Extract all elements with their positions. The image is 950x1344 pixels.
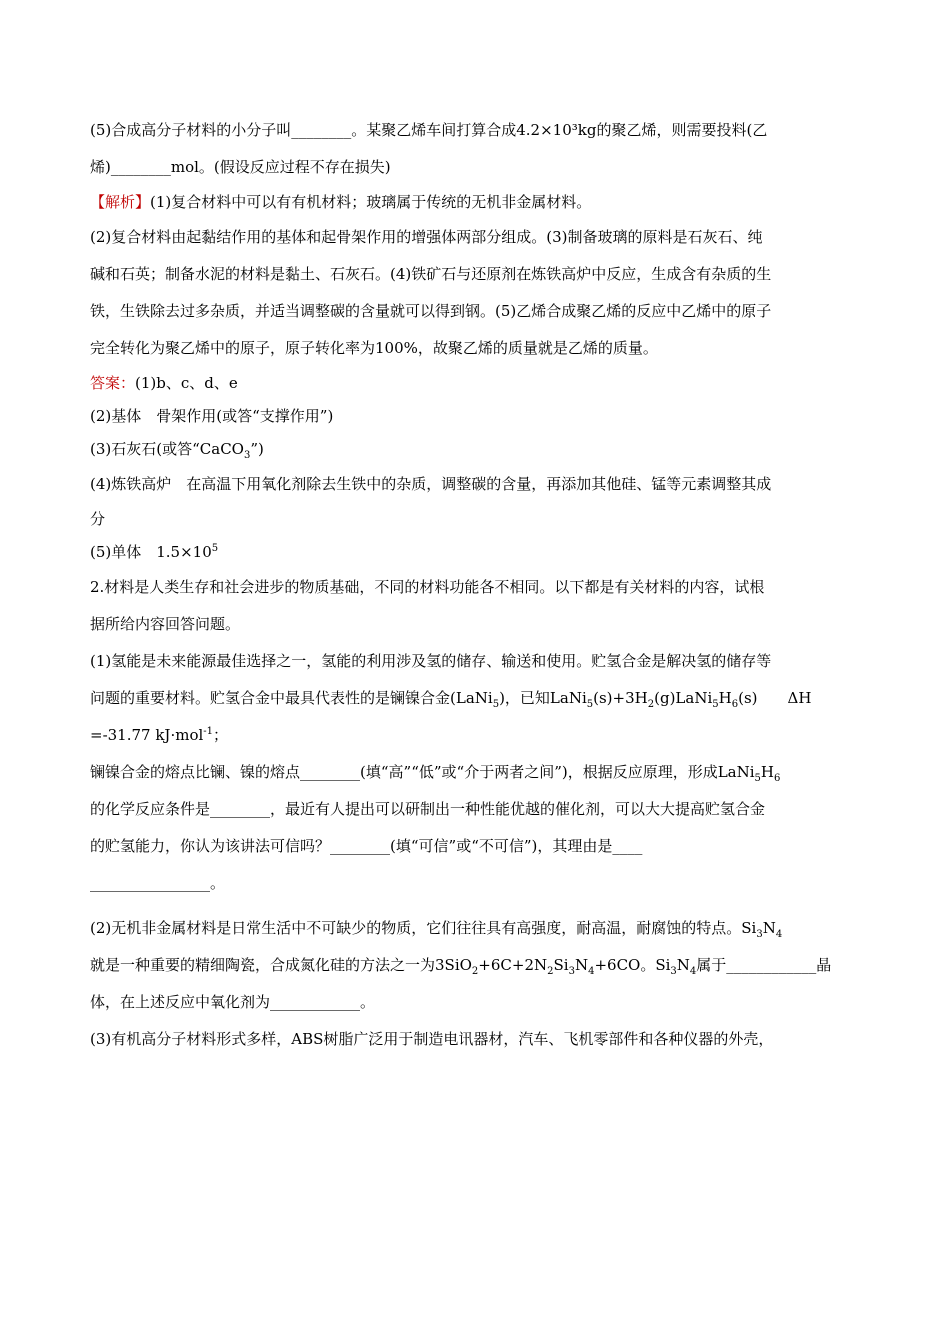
- text: 体，在上述反应中氧化剂为____________。: [90, 993, 376, 1011]
- q2-p2-line1: [90, 910, 862, 947]
- text: 完全转化为聚乙烯中的原子，原子转化率为100%，故聚乙烯的质量就是乙烯的质量。: [90, 339, 658, 357]
- q2-line1: [90, 569, 862, 606]
- answer-line4b: [90, 503, 862, 536]
- q1-part5-line2: [90, 149, 862, 186]
- text: 的化学反应条件是________，最近有人提出可以研制出一种性能优越的催化剂，可以大大提高贮氢合金: [90, 800, 766, 818]
- q2-p1-line6: [90, 828, 862, 865]
- text: N: [762, 919, 776, 937]
- text: (3)石灰石(或答“CaCO: [90, 440, 244, 458]
- superscript: 5: [211, 543, 219, 554]
- subscript: 3: [243, 450, 251, 461]
- text: 铁，生铁除去过多杂质，并适当调整碳的含量就可以得到钢。(5)乙烯合成聚乙烯的反应中乙烯中的原子: [90, 302, 772, 320]
- q1-part5-line1: [90, 112, 862, 149]
- answer-line5: [90, 536, 862, 569]
- text: (s)+3H: [593, 689, 648, 707]
- q2-p1-line4: [90, 754, 862, 791]
- text: +6CO。Si: [594, 956, 671, 974]
- subscript: 2: [471, 966, 479, 977]
- subscript: 2: [647, 699, 655, 710]
- text: 碱和石英；制备水泥的材料是黏土、石灰石。(4)铁矿石与还原剂在炼铁高炉中反应，生成含有杂质的生: [90, 265, 772, 283]
- analysis-line3: [90, 256, 862, 293]
- text: (2)无机非金属材料是日常生活中不可缺少的物质，它们往往具有高强度，耐高温，耐腐蚀的特点。Si: [90, 919, 757, 937]
- analysis-tag: 【解析】: [90, 193, 151, 211]
- q2-line2: [90, 606, 862, 643]
- text: (5)合成高分子材料的小分子叫________。某聚乙烯车间打算合成4.2×10³kg的聚乙烯，则需要投料(乙: [90, 121, 768, 139]
- subscript: 6: [731, 699, 739, 710]
- subscript: 5: [586, 699, 594, 710]
- text: (1)复合材料中可以有有机材料；玻璃属于传统的无机非金属材料。: [150, 193, 592, 211]
- subscript: 3: [568, 966, 575, 977]
- subscript: 5: [754, 773, 761, 784]
- analysis-line2: [90, 219, 862, 256]
- text: 2.材料是人类生存和社会进步的物质基础，不同的材料功能各不相同。以下都是有关材料的内容，试根: [90, 578, 765, 596]
- document-page: [90, 112, 862, 1058]
- text: )，已知LaNi: [499, 689, 587, 707]
- answer-line1: [90, 367, 862, 400]
- q2-p1-line5: [90, 791, 862, 828]
- answer-line3: [90, 433, 862, 466]
- subscript: 5: [492, 699, 500, 710]
- q2-p1-line3: [90, 717, 862, 754]
- text: N: [676, 956, 690, 974]
- analysis-line5: [90, 330, 862, 367]
- blank-fill: ____: [612, 837, 643, 855]
- q2-p2-line2: [90, 947, 862, 984]
- text: 的贮氢能力，你认为该讲法可信吗？________(填“可信”或“不可信”)，其理由是: [90, 837, 613, 855]
- text: 就是一种重要的精细陶瓷，合成氮化硅的方法之一为3SiO: [90, 956, 472, 974]
- text: (4)炼铁高炉 在高温下用氧化剂除去生铁中的杂质，调整碳的含量，再添加其他硅、锰等元素调整其成: [90, 475, 772, 493]
- text: (1)氢能是未来能源最佳选择之一，氢能的利用涉及氢的储存、输送和使用。贮氢合金是解决氢的储存等: [90, 652, 772, 670]
- text: 问题的重要材料。贮氢合金中最具代表性的是镧镍合金(LaNi: [90, 689, 493, 707]
- subscript: 4: [689, 966, 697, 977]
- q2-p1-line1: [90, 643, 862, 680]
- text: 据所给内容回答问题。: [90, 615, 241, 633]
- text: =-31.77 kJ·mol: [90, 726, 204, 744]
- answer-line2: [90, 400, 862, 433]
- text: (s) ΔH: [738, 689, 812, 707]
- text: N: [574, 956, 589, 974]
- subscript: 6: [774, 773, 781, 784]
- q2-p1-line2: [90, 680, 862, 717]
- subscript: 2: [547, 966, 554, 977]
- text: H: [718, 689, 732, 707]
- text: H: [760, 763, 775, 781]
- text: ；: [213, 726, 229, 744]
- text: (5)单体 1.5×10: [90, 543, 212, 561]
- answer-line4: [90, 466, 862, 503]
- subscript: 3: [756, 929, 763, 940]
- q2-p1-line7: [90, 865, 862, 902]
- subscript: 4: [588, 966, 595, 977]
- q2-p2-line3: [90, 984, 862, 1021]
- text: 分: [90, 510, 106, 528]
- subscript: 3: [670, 966, 677, 977]
- subscript: 5: [712, 699, 719, 710]
- text: ”): [250, 440, 264, 458]
- text: 镧镍合金的熔点比镧、镍的熔点________(填“高”“低”或“介于两者之间”)，根据反应原理，形成LaNi: [90, 763, 755, 781]
- text: (2)基体 骨架作用(或答“支撑作用”): [90, 407, 334, 425]
- answer-tag: 答案：: [90, 374, 136, 392]
- subscript: 4: [775, 929, 783, 940]
- text: 烯)________mol。(假设反应过程不存在损失): [90, 158, 391, 176]
- text: (1)b、c、d、e: [135, 374, 238, 392]
- text: (2)复合材料由起黏结作用的基体和起骨架作用的增强体两部分组成。(3)制备玻璃的原料是石灰石、纯: [90, 228, 763, 246]
- text: 属于____________晶: [696, 956, 832, 974]
- text: +6C+2N: [478, 956, 548, 974]
- analysis-line1: [90, 186, 862, 219]
- analysis-line4: [90, 293, 862, 330]
- text: (g)LaNi: [654, 689, 713, 707]
- text: Si: [553, 956, 569, 974]
- text: ________________。: [90, 874, 226, 892]
- superscript: -1: [203, 726, 214, 737]
- text: (3)有机高分子材料形式多样，ABS树脂广泛用于制造电讯器材，汽车、飞机零部件和各种仪器的外壳，: [90, 1030, 774, 1048]
- q2-p3-line1: [90, 1021, 862, 1058]
- spacer: [90, 902, 862, 910]
